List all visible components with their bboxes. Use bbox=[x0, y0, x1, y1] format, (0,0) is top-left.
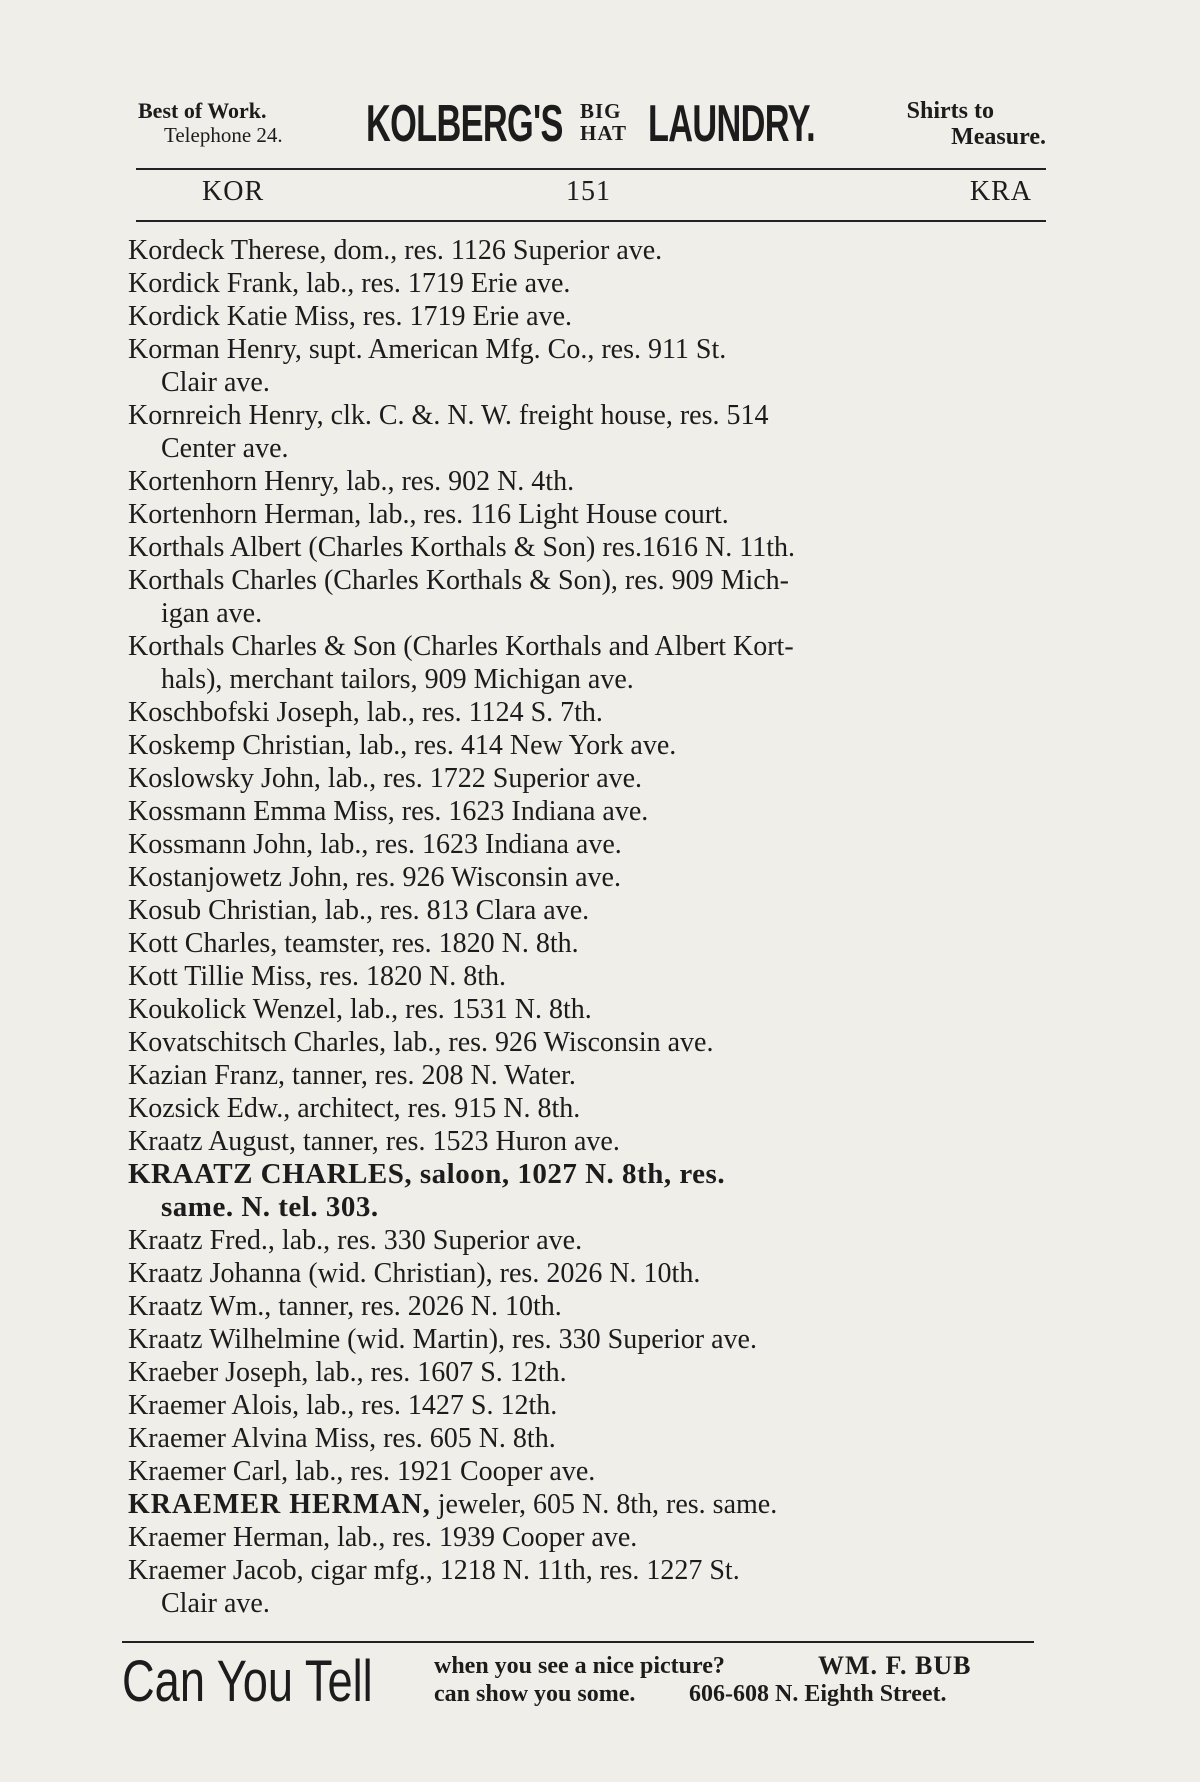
ad-line-2: can show you some. bbox=[434, 1681, 636, 1707]
bottom-advertisement bbox=[120, 1646, 1040, 1716]
entry-text: Kordick Katie Miss, res. 1719 Erie ave. bbox=[128, 301, 572, 332]
entry-text: Kornreich Henry, clk. C. &. N. W. freight house, res. 514 bbox=[128, 400, 769, 431]
ad-brand-name: KOLBERG'S bbox=[366, 95, 563, 153]
entry-text: Kraeber Joseph, lab., res. 1607 S. 12th. bbox=[128, 1357, 567, 1388]
entry-text: Korthals Charles & Son (Charles Korthals and Albert Kort- bbox=[128, 631, 794, 662]
entry-text: Kraemer Carl, lab., res. 1921 Cooper ave. bbox=[128, 1456, 596, 1487]
entry-text: Kott Charles, teamster, res. 1820 N. 8th. bbox=[128, 928, 579, 959]
entry-text: Kazian Franz, tanner, res. 208 N. Water. bbox=[128, 1060, 576, 1091]
ad-body bbox=[434, 1651, 972, 1708]
directory-entry bbox=[128, 399, 1044, 465]
directory-entry bbox=[128, 828, 1044, 861]
directory-entry bbox=[128, 531, 1044, 564]
directory-entry bbox=[128, 1290, 1044, 1323]
directory-entry bbox=[128, 762, 1044, 795]
directory-entry bbox=[128, 1389, 1044, 1422]
directory-entries bbox=[128, 234, 1044, 1620]
entry-text: Kraatz Wm., tanner, res. 2026 N. 10th. bbox=[128, 1291, 562, 1322]
ad-measure: Measure. bbox=[951, 124, 1046, 150]
entry-continuation: same. N. tel. 303. bbox=[161, 1191, 379, 1223]
directory-entry bbox=[128, 1158, 1044, 1224]
entry-text: Kossmann John, lab., res. 1623 Indiana ave. bbox=[128, 829, 622, 860]
directory-entry bbox=[128, 1455, 1044, 1488]
entry-continuation: Clair ave. bbox=[161, 367, 270, 398]
directory-entry bbox=[128, 1323, 1044, 1356]
directory-entry bbox=[128, 333, 1044, 399]
entry-text: Kossmann Emma Miss, res. 1623 Indiana ave. bbox=[128, 796, 649, 827]
entry-text: Kordeck Therese, dom., res. 1126 Superior ave. bbox=[128, 235, 663, 266]
directory-entry bbox=[128, 1422, 1044, 1455]
directory-entry bbox=[128, 927, 1044, 960]
ad-laundry: LAUNDRY. bbox=[648, 95, 815, 153]
directory-entry bbox=[128, 465, 1044, 498]
directory-entry bbox=[128, 729, 1044, 762]
header-bottom-rule bbox=[136, 220, 1046, 222]
directory-entry bbox=[128, 1059, 1044, 1092]
entry-text: Kraatz Johanna (wid. Christian), res. 2026 N. 10th. bbox=[128, 1258, 701, 1289]
directory-entry bbox=[128, 1521, 1044, 1554]
directory-entry bbox=[128, 1257, 1044, 1290]
entry-text: Kovatschitsch Charles, lab., res. 926 Wisconsin ave. bbox=[128, 1027, 714, 1058]
directory-entry bbox=[128, 1554, 1044, 1620]
directory-entry bbox=[128, 1092, 1044, 1125]
directory-entry bbox=[128, 1125, 1044, 1158]
entry-text: Kortenhorn Henry, lab., res. 902 N. 4th. bbox=[128, 466, 575, 497]
entry-text: Kraatz Wilhelmine (wid. Martin), res. 330 Superior ave. bbox=[128, 1324, 757, 1355]
entry-text: Kraemer Alvina Miss, res. 605 N. 8th. bbox=[128, 1423, 556, 1454]
directory-entry bbox=[128, 300, 1044, 333]
ad-shirts-to: Shirts to bbox=[906, 98, 994, 124]
directory-entry bbox=[128, 696, 1044, 729]
entry-continuation: Center ave. bbox=[161, 433, 289, 464]
ad-photographer-name: WM. F. BUB bbox=[818, 1651, 972, 1680]
directory-entry bbox=[128, 993, 1044, 1026]
entry-text: Kostanjowetz John, res. 926 Wisconsin ave. bbox=[128, 862, 621, 893]
ad-best-of-work: Best of Work. bbox=[138, 98, 267, 123]
directory-entry bbox=[128, 267, 1044, 300]
entry-continuation: Clair ave. bbox=[161, 1588, 270, 1619]
entry-text: Kosub Christian, lab., res. 813 Clara ave. bbox=[128, 895, 590, 926]
directory-entry bbox=[128, 894, 1044, 927]
entry-text: Kozsick Edw., architect, res. 915 N. 8th. bbox=[128, 1093, 581, 1124]
ad-telephone: Telephone 24. bbox=[164, 123, 283, 147]
entry-text: KRAATZ CHARLES, saloon, 1027 N. 8th, res. bbox=[128, 1158, 726, 1190]
entry-business-name: KRAEMER HERMAN, bbox=[128, 1489, 431, 1520]
directory-entry bbox=[128, 861, 1044, 894]
directory-entry bbox=[128, 1026, 1044, 1059]
top-advertisement bbox=[134, 96, 1046, 156]
entry-text: Koslowsky John, lab., res. 1722 Superior ave. bbox=[128, 763, 643, 794]
directory-entry bbox=[128, 234, 1044, 267]
directory-entry bbox=[128, 1356, 1044, 1389]
entry-text: Kortenhorn Herman, lab., res. 116 Light House court. bbox=[128, 499, 729, 530]
ad-left-text bbox=[138, 98, 283, 148]
entry-text: Kraatz August, tanner, res. 1523 Huron ave. bbox=[128, 1126, 620, 1157]
ad-right-text bbox=[907, 98, 1046, 150]
entry-text: Korthals Albert (Charles Korthals & Son) res.1616 N. 11th. bbox=[128, 532, 795, 563]
header-top-rule bbox=[136, 168, 1046, 170]
entry-text: Koskemp Christian, lab., res. 414 New York ave. bbox=[128, 730, 677, 761]
ad-big: BIG bbox=[580, 99, 622, 123]
header-range-start: KOR bbox=[202, 176, 265, 207]
directory-entry bbox=[128, 960, 1044, 993]
footer-rule bbox=[122, 1641, 1034, 1643]
ad-big-hat bbox=[580, 100, 627, 144]
ad-hat: HAT bbox=[580, 121, 627, 145]
entry-text: Kordick Frank, lab., res. 1719 Erie ave. bbox=[128, 268, 571, 299]
entry-text: Kraemer Alois, lab., res. 1427 S. 12th. bbox=[128, 1390, 558, 1421]
directory-entry bbox=[128, 1224, 1044, 1257]
entry-text: Kraemer Herman, lab., res. 1939 Cooper ave. bbox=[128, 1522, 638, 1553]
entry-continuation: igan ave. bbox=[161, 598, 263, 629]
ad-headline: Can You Tell bbox=[122, 1649, 373, 1714]
directory-entry bbox=[128, 498, 1044, 531]
entry-text: Kraemer Jacob, cigar mfg., 1218 N. 11th, res. 1227 St. bbox=[128, 1555, 740, 1586]
page-header bbox=[136, 172, 1046, 212]
entry-text: Kott Tillie Miss, res. 1820 N. 8th. bbox=[128, 961, 507, 992]
entry-text: Korthals Charles (Charles Korthals & Son), res. 909 Mich- bbox=[128, 565, 789, 596]
ad-line-1: when you see a nice picture? bbox=[434, 1653, 725, 1679]
page-number: 151 bbox=[566, 176, 611, 207]
directory-entry bbox=[128, 1488, 1044, 1521]
entry-continuation: hals), merchant tailors, 909 Michigan ave. bbox=[161, 664, 634, 695]
entry-text: jeweler, 605 N. 8th, res. same. bbox=[430, 1489, 778, 1520]
directory-entry bbox=[128, 564, 1044, 630]
directory-entry bbox=[128, 795, 1044, 828]
header-range-end: KRA bbox=[969, 176, 1032, 207]
entry-text: Kraatz Fred., lab., res. 330 Superior ave. bbox=[128, 1225, 583, 1256]
entry-text: Korman Henry, supt. American Mfg. Co., res. 911 St. bbox=[128, 334, 727, 365]
entry-text: Koukolick Wenzel, lab., res. 1531 N. 8th. bbox=[128, 994, 592, 1025]
ad-address: 606-608 N. Eighth Street. bbox=[689, 1681, 947, 1707]
entry-text: Koschbofski Joseph, lab., res. 1124 S. 7th. bbox=[128, 697, 603, 728]
directory-entry bbox=[128, 630, 1044, 696]
